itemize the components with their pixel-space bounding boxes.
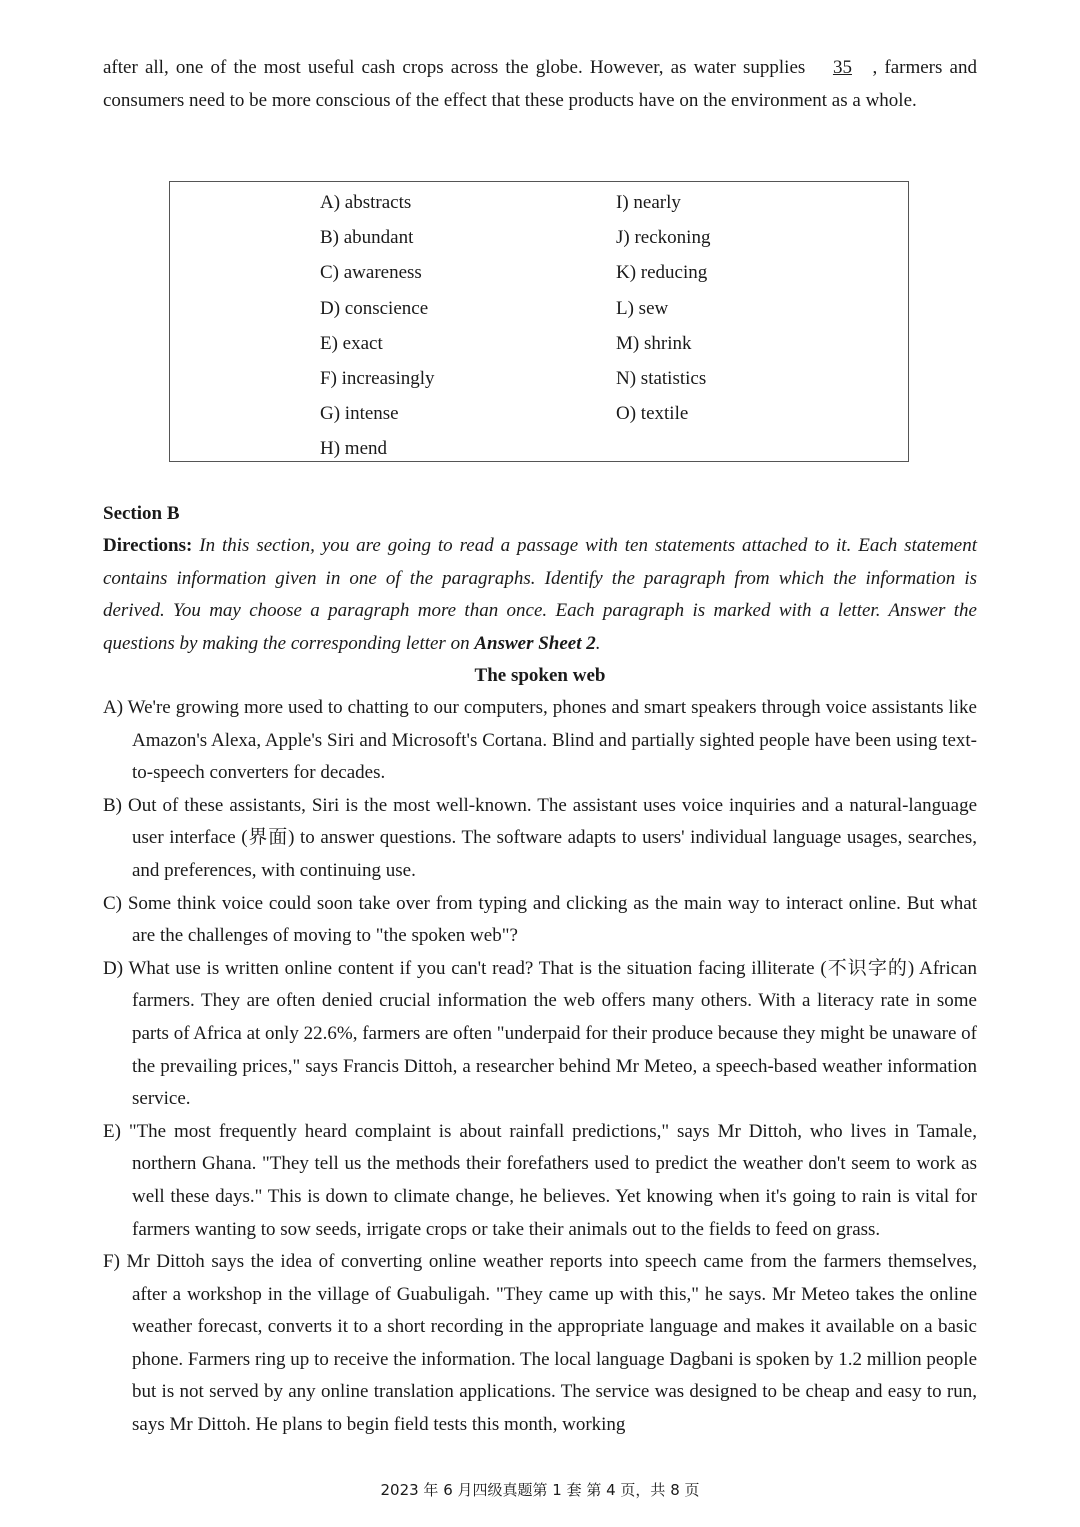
word-option: J) reckoning bbox=[616, 227, 711, 249]
intro-text-after: , farmers and consumers need to be more conscious of the effect that these products have on the environment as a whole. bbox=[103, 57, 977, 111]
paragraph-c: C) Some think voice could soon take over from typing and clicking as the main way to interact online. But what are the challenges of moving to "the spoken web"? bbox=[103, 892, 977, 947]
directions-end: . bbox=[595, 632, 601, 654]
paragraph-f: F) Mr Dittoh says the idea of converting online weather reports into speech came from the farmers themselves, after a workshop in the village of Guabuligah. "They came up with this," he says. Mr Meteo takes the online weather forecast, converts it to a short recording in the appropriate language and makes it available on a basic phone. Farmers ring up to receive the information. The local language Dagbani is spoken by 1.2 million people but is not served by any online translation applications. The service was designed to be cheap and easy to run, says Mr Dittoh. He plans to begin field tests this month, working bbox=[103, 1251, 977, 1436]
answer-sheet-reference: Answer Sheet 2 bbox=[474, 632, 596, 654]
word-bank-left-column bbox=[320, 185, 435, 467]
passage-paragraphs bbox=[103, 692, 977, 1442]
word-option: N) statistics bbox=[616, 367, 707, 389]
word-option: H) mend bbox=[320, 438, 388, 460]
paragraph-d: D) What use is written online content if you can't read? That is the situation facing illiterate (不识字的) African farmers. They are often denied crucial information the web offers many others. With a literacy rate in some parts of Africa at only 22.6%, farmers are often "underpaid for their produce because they might be unaware of the prevailing prices," says Francis Dittoh, a researcher behind Mr Meteo, a speech-based weather information service. bbox=[103, 957, 977, 1110]
word-option: C) awareness bbox=[320, 262, 422, 284]
word-option: D) conscience bbox=[320, 297, 429, 319]
page-footer: 2023 年 6 月四级真题第 1 套 第 4 页，共 8 页 bbox=[380, 1481, 700, 1499]
paragraph-e: E) "The most frequently heard complaint is about rainfall predictions," says Mr Dittoh, who lives in Tamale, northern Ghana. "They tell us the methods their forefathers used to predict the weather don't seem to work as well these days." This is down to climate change, he believes. Yet knowing when it's going to rain is vital for farmers wanting to sow seeds, irrigate crops or take their animals out to the fields to feed on grass. bbox=[103, 1120, 977, 1240]
word-bank-right-column bbox=[616, 185, 710, 431]
section-heading: Section B bbox=[103, 503, 180, 524]
directions-text: In this section, you are going to read a passage with ten statements attached to it. Each statement contains information given in one of the paragraphs. Identify the paragraph from which the information is derived. You may choose a paragraph more than once. Each paragraph is marked with a letter. Answer the questions by making the corresponding letter on bbox=[103, 535, 977, 654]
blank-35: 35 bbox=[832, 57, 852, 78]
passage-title: The spoken web bbox=[474, 665, 606, 686]
directions bbox=[103, 530, 977, 660]
word-option: E) exact bbox=[320, 332, 383, 354]
word-option: O) textile bbox=[616, 403, 689, 425]
word-option: F) increasingly bbox=[320, 367, 435, 389]
word-option: G) intense bbox=[320, 403, 399, 425]
paragraph-b: B) Out of these assistants, Siri is the most well-known. The assistant uses voice inquiries and a natural-language user interface (界面) to answer questions. The software adapts to users' individual language usages, searches, and preferences, with continuing use. bbox=[103, 794, 977, 881]
directions-label: Directions: bbox=[103, 535, 193, 556]
word-option: B) abundant bbox=[320, 227, 414, 249]
intro-text-before: after all, one of the most useful cash crops across the globe. However, as water supplies bbox=[103, 57, 813, 78]
paragraph-a: A) We're growing more used to chatting to our computers, phones and smart speakers through voice assistants like Amazon's Alexa, Apple's Siri and Microsoft's Cortana. Blind and partially sighted people have been using text-to-speech converters for decades. bbox=[103, 697, 977, 784]
word-option: M) shrink bbox=[616, 332, 692, 354]
word-option: A) abstracts bbox=[320, 192, 412, 213]
word-option: K) reducing bbox=[616, 262, 708, 284]
word-bank-box bbox=[169, 181, 909, 462]
intro-paragraph bbox=[103, 52, 977, 117]
word-option: I) nearly bbox=[616, 192, 681, 213]
word-option: L) sew bbox=[616, 297, 669, 319]
